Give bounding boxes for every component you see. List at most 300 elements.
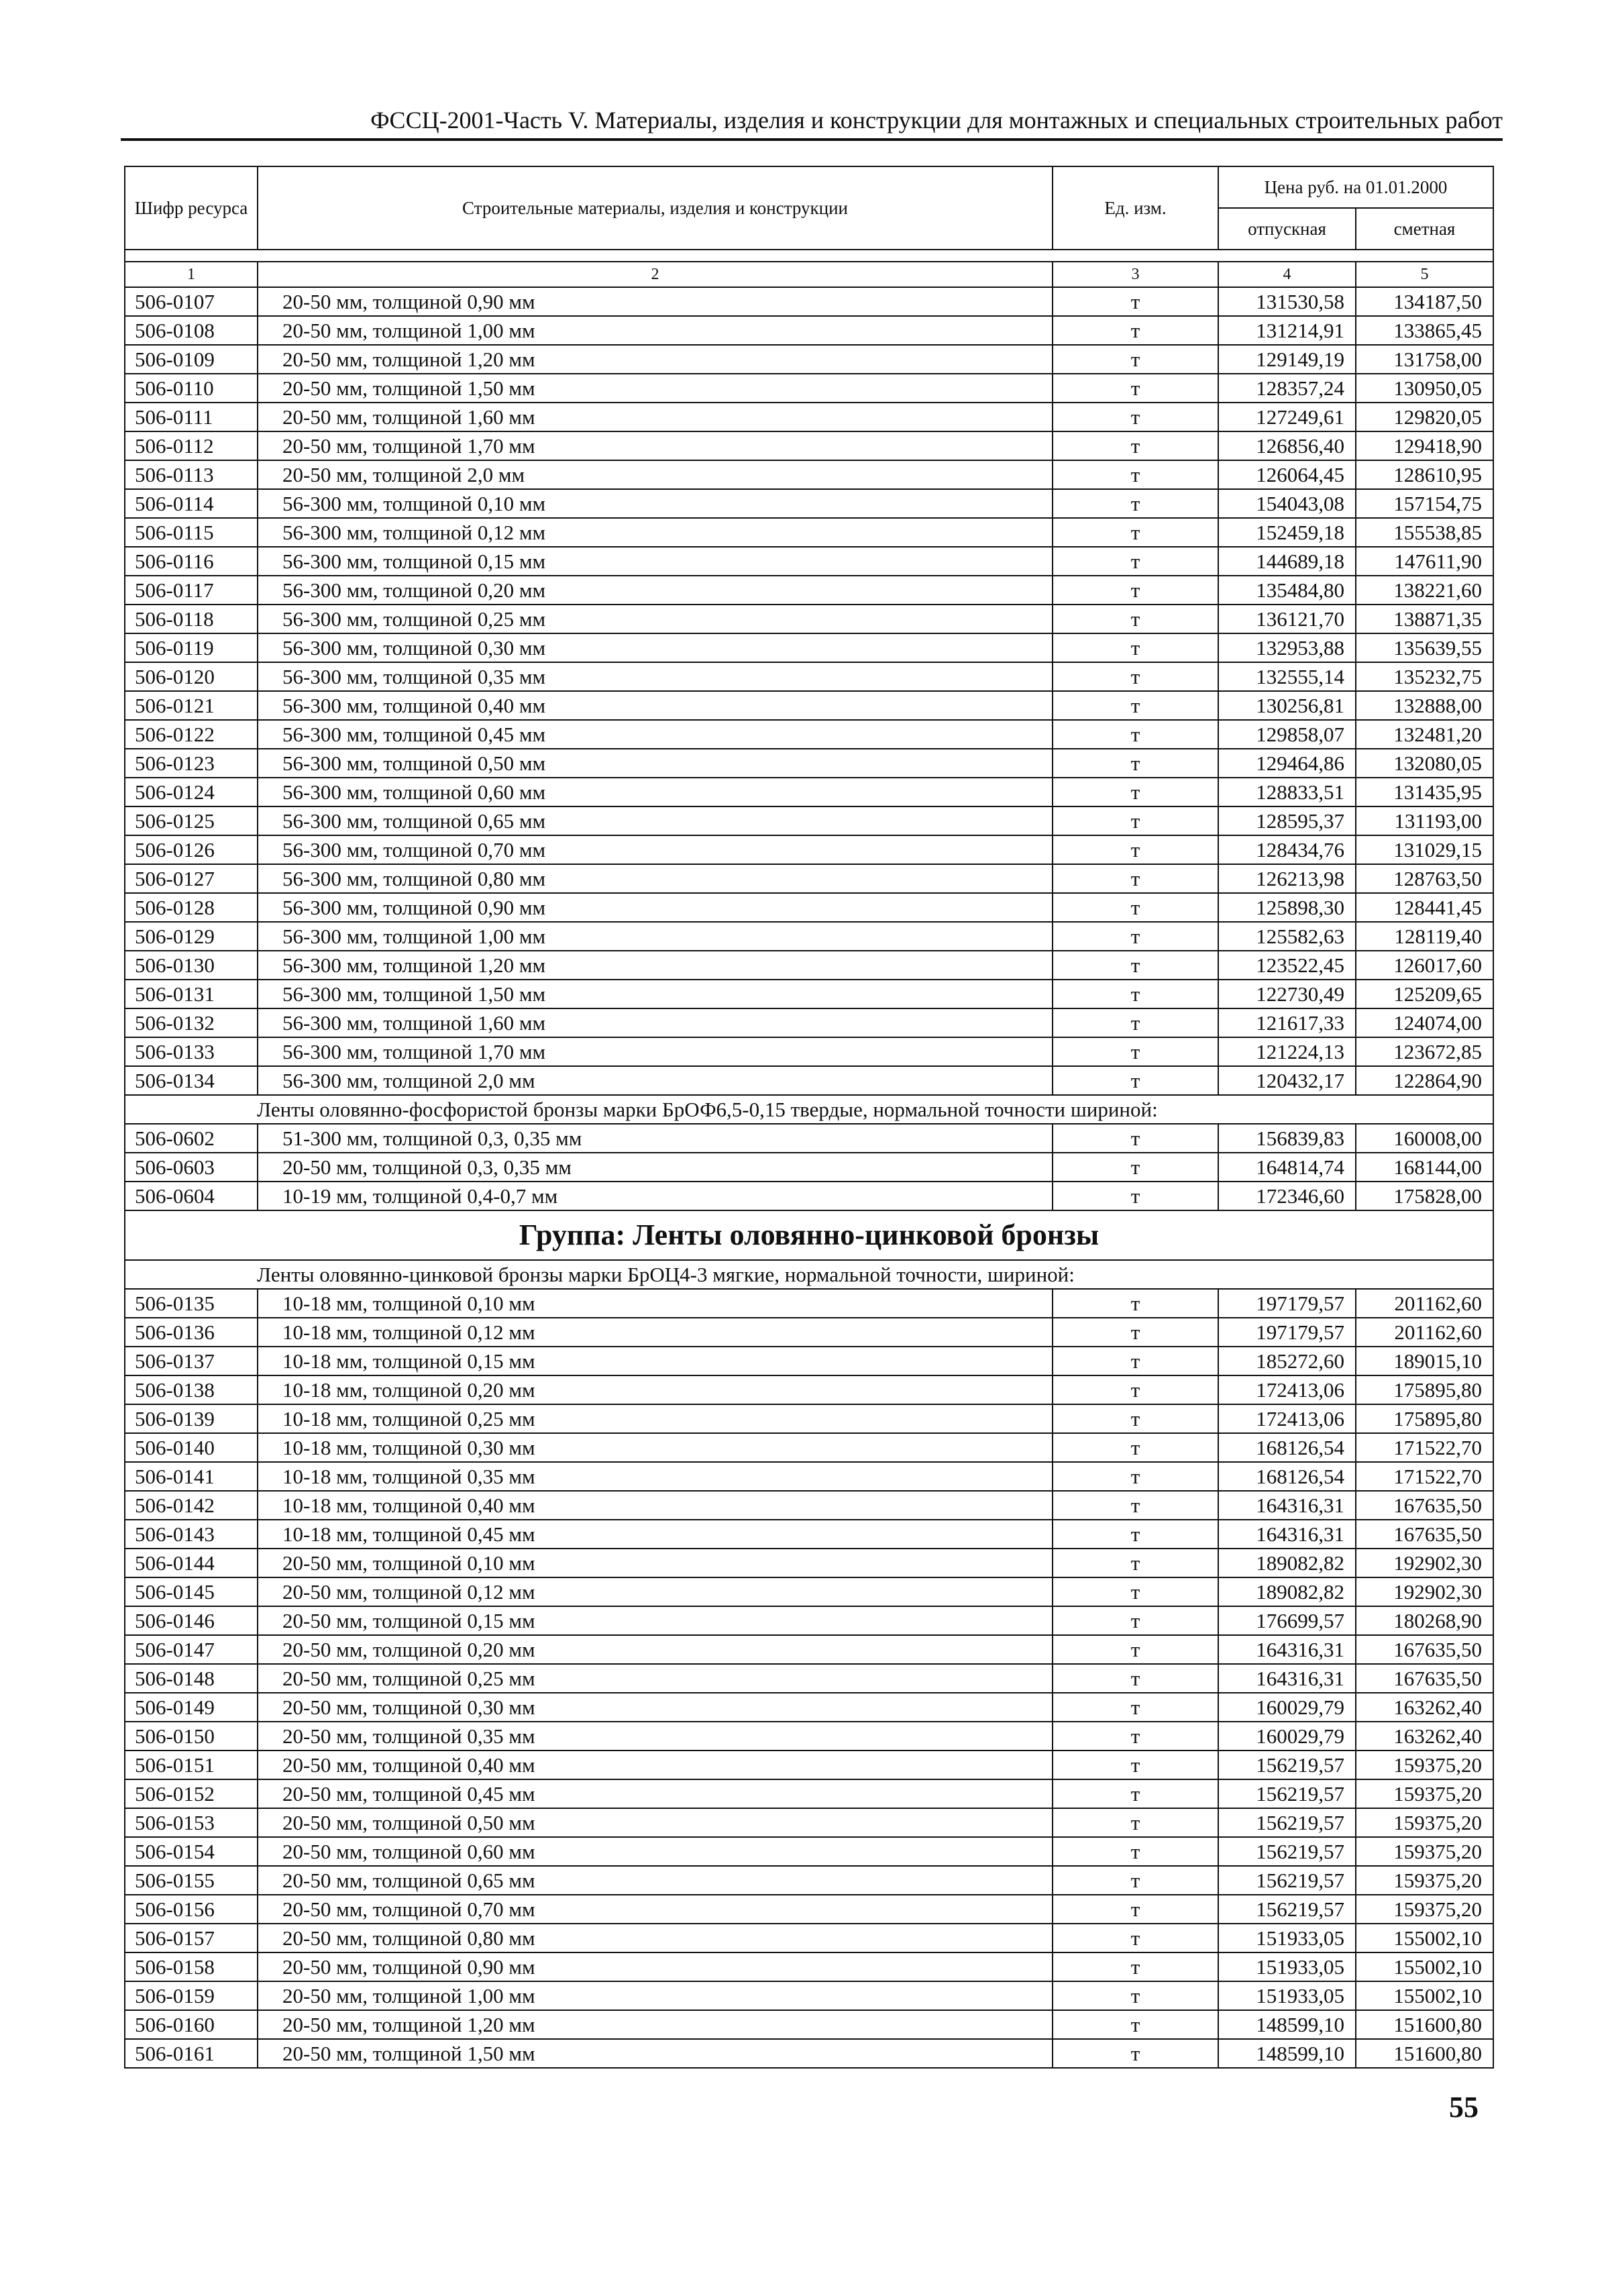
cell-code: 506-0129	[125, 922, 258, 951]
table-row	[125, 1375, 1493, 1404]
cell-code: 506-0117	[125, 576, 258, 605]
cell-unit: т	[1053, 605, 1218, 633]
cell-release-price: 131530,58	[1218, 287, 1356, 316]
cell-code: 506-0144	[125, 1549, 258, 1577]
cell-unit: т	[1053, 1837, 1218, 1866]
table-row	[125, 1635, 1493, 1664]
cell-name: 10-18 мм, толщиной 0,15 мм	[258, 1347, 1053, 1375]
cell-unit: т	[1053, 749, 1218, 778]
cell-unit: т	[1053, 1952, 1218, 1981]
cell-name: 10-18 мм, толщиной 0,35 мм	[258, 1462, 1053, 1491]
cell-estimate-price: 131029,15	[1356, 835, 1493, 864]
cell-name: 10-18 мм, толщиной 0,12 мм	[258, 1318, 1053, 1347]
table-row	[125, 980, 1493, 1008]
cell-estimate-price: 159375,20	[1356, 1866, 1493, 1895]
cell-unit: т	[1053, 1808, 1218, 1837]
cell-code: 506-0126	[125, 835, 258, 864]
cell-name: 20-50 мм, толщиной 0,80 мм	[258, 1924, 1053, 1952]
cell-name: 10-19 мм, толщиной 0,4-0,7 мм	[258, 1182, 1053, 1210]
column-number-2: 2	[258, 262, 1053, 287]
cell-estimate-price: 160008,00	[1356, 1124, 1493, 1153]
cell-release-price: 130256,81	[1218, 691, 1356, 720]
cell-unit: т	[1053, 1635, 1218, 1664]
cell-name: 56-300 мм, толщиной 0,30 мм	[258, 633, 1053, 662]
cell-unit: т	[1053, 1751, 1218, 1779]
cell-code: 506-0159	[125, 1981, 258, 2010]
cell-release-price: 126064,45	[1218, 460, 1356, 489]
cell-code: 506-0155	[125, 1866, 258, 1895]
cell-code: 506-0150	[125, 1722, 258, 1751]
cell-estimate-price: 151600,80	[1356, 2039, 1493, 2068]
table-row	[125, 1124, 1493, 1153]
cell-unit: т	[1053, 691, 1218, 720]
cell-unit: т	[1053, 2039, 1218, 2068]
cell-unit: т	[1053, 1153, 1218, 1182]
cell-code: 506-0140	[125, 1433, 258, 1462]
cell-unit: т	[1053, 893, 1218, 922]
cell-estimate-price: 138221,60	[1356, 576, 1493, 605]
cell-estimate-price: 151600,80	[1356, 2010, 1493, 2039]
cell-unit: т	[1053, 1722, 1218, 1751]
cell-unit: т	[1053, 1895, 1218, 1924]
table-row	[125, 1722, 1493, 1751]
cell-code: 506-0145	[125, 1577, 258, 1606]
cell-estimate-price: 192902,30	[1356, 1577, 1493, 1606]
cell-release-price: 189082,82	[1218, 1549, 1356, 1577]
cell-release-price: 129858,07	[1218, 720, 1356, 749]
table-row	[125, 1751, 1493, 1779]
cell-unit: т	[1053, 1549, 1218, 1577]
table-row	[125, 1549, 1493, 1577]
cell-name: 20-50 мм, толщиной 1,20 мм	[258, 345, 1053, 374]
table-row	[125, 1952, 1493, 1981]
cell-unit: т	[1053, 1433, 1218, 1462]
cell-estimate-price: 157154,75	[1356, 489, 1493, 518]
cell-unit: т	[1053, 633, 1218, 662]
cell-name: 10-18 мм, толщиной 0,20 мм	[258, 1375, 1053, 1404]
cell-unit: т	[1053, 287, 1218, 316]
cell-unit: т	[1053, 1924, 1218, 1952]
running-header: ФССЦ-2001-Часть V. Материалы, изделия и конструкции для монтажных и специальных строительных работ	[121, 106, 1503, 141]
cell-code: 506-0113	[125, 460, 258, 489]
cell-code: 506-0107	[125, 287, 258, 316]
cell-name: 20-50 мм, толщиной 0,30 мм	[258, 1693, 1053, 1722]
cell-release-price: 172413,06	[1218, 1404, 1356, 1433]
cell-code: 506-0151	[125, 1751, 258, 1779]
cell-name: 20-50 мм, толщиной 0,90 мм	[258, 287, 1053, 316]
table-row	[125, 662, 1493, 691]
cell-code: 506-0141	[125, 1462, 258, 1491]
cell-release-price: 131214,91	[1218, 316, 1356, 345]
cell-release-price: 168126,54	[1218, 1462, 1356, 1491]
cell-name: 56-300 мм, толщиной 0,12 мм	[258, 518, 1053, 547]
cell-code: 506-0127	[125, 864, 258, 893]
cell-estimate-price: 159375,20	[1356, 1779, 1493, 1808]
cell-estimate-price: 167635,50	[1356, 1664, 1493, 1693]
cell-unit: т	[1053, 806, 1218, 835]
cell-name: 20-50 мм, толщиной 0,25 мм	[258, 1664, 1053, 1693]
table-row	[125, 922, 1493, 951]
cell-release-price: 148599,10	[1218, 2010, 1356, 2039]
cell-release-price: 172346,60	[1218, 1182, 1356, 1210]
cell-code: 506-0132	[125, 1008, 258, 1037]
cell-unit: т	[1053, 403, 1218, 431]
cell-unit: т	[1053, 1606, 1218, 1635]
cell-estimate-price: 147611,90	[1356, 547, 1493, 576]
table-row	[125, 316, 1493, 345]
cell-unit: т	[1053, 576, 1218, 605]
cell-release-price: 132555,14	[1218, 662, 1356, 691]
cell-estimate-price: 123672,85	[1356, 1037, 1493, 1066]
cell-release-price: 164814,74	[1218, 1153, 1356, 1182]
cell-code: 506-0148	[125, 1664, 258, 1693]
cell-name: 56-300 мм, толщиной 0,70 мм	[258, 835, 1053, 864]
cell-unit: т	[1053, 1182, 1218, 1210]
cell-name: 56-300 мм, толщиной 0,15 мм	[258, 547, 1053, 576]
cell-estimate-price: 175895,80	[1356, 1375, 1493, 1404]
table-row	[125, 1347, 1493, 1375]
cell-unit: т	[1053, 720, 1218, 749]
cell-estimate-price: 201162,60	[1356, 1289, 1493, 1318]
cell-unit: т	[1053, 922, 1218, 951]
cell-name: 20-50 мм, толщиной 2,0 мм	[258, 460, 1053, 489]
cell-name: 20-50 мм, толщиной 1,00 мм	[258, 1981, 1053, 2010]
cell-name: 56-300 мм, толщиной 0,60 мм	[258, 778, 1053, 806]
table-row	[125, 1779, 1493, 1808]
table-row	[125, 1606, 1493, 1635]
table-row	[125, 374, 1493, 403]
cell-code: 506-0110	[125, 374, 258, 403]
cell-release-price: 156219,57	[1218, 1837, 1356, 1866]
cell-release-price: 197179,57	[1218, 1289, 1356, 1318]
cell-estimate-price: 133865,45	[1356, 316, 1493, 345]
cell-unit: т	[1053, 1375, 1218, 1404]
table-row	[125, 1318, 1493, 1347]
cell-name: 20-50 мм, толщиной 0,65 мм	[258, 1866, 1053, 1895]
cell-code: 506-0124	[125, 778, 258, 806]
cell-release-price: 164316,31	[1218, 1635, 1356, 1664]
cell-name: 20-50 мм, толщиной 0,40 мм	[258, 1751, 1053, 1779]
table-header	[125, 166, 1493, 287]
cell-estimate-price: 135639,55	[1356, 633, 1493, 662]
table-row	[125, 2010, 1493, 2039]
cell-estimate-price: 138871,35	[1356, 605, 1493, 633]
cell-name: 56-300 мм, толщиной 0,65 мм	[258, 806, 1053, 835]
cell-unit: т	[1053, 460, 1218, 489]
cell-release-price: 128595,37	[1218, 806, 1356, 835]
column-header-estimate-price: сметная	[1356, 208, 1493, 250]
cell-release-price: 151933,05	[1218, 1952, 1356, 1981]
cell-code: 506-0108	[125, 316, 258, 345]
cell-code: 506-0146	[125, 1606, 258, 1635]
column-header-unit: Ед. изм.	[1053, 166, 1218, 250]
cell-code: 506-0160	[125, 2010, 258, 2039]
cell-release-price: 156839,83	[1218, 1124, 1356, 1153]
cell-name: 20-50 мм, толщиной 1,20 мм	[258, 2010, 1053, 2039]
cell-name: 10-18 мм, толщиной 0,10 мм	[258, 1289, 1053, 1318]
cell-estimate-price: 132481,20	[1356, 720, 1493, 749]
table-row	[125, 1664, 1493, 1693]
cell-release-price: 132953,88	[1218, 633, 1356, 662]
group-row	[125, 1210, 1493, 1260]
cell-name: 56-300 мм, толщиной 0,25 мм	[258, 605, 1053, 633]
cell-name: 56-300 мм, толщиной 1,70 мм	[258, 1037, 1053, 1066]
cell-estimate-price: 128763,50	[1356, 864, 1493, 893]
cell-name: 56-300 мм, толщиной 1,00 мм	[258, 922, 1053, 951]
cell-unit: т	[1053, 518, 1218, 547]
cell-estimate-price: 155002,10	[1356, 1924, 1493, 1952]
cell-code: 506-0120	[125, 662, 258, 691]
cell-name: 20-50 мм, толщиной 1,70 мм	[258, 431, 1053, 460]
table-row	[125, 287, 1493, 316]
cell-name: 20-50 мм, толщиной 0,20 мм	[258, 1635, 1053, 1664]
table-row	[125, 691, 1493, 720]
table-row	[125, 547, 1493, 576]
cell-code: 506-0118	[125, 605, 258, 633]
cell-unit: т	[1053, 1664, 1218, 1693]
subheader-text: Ленты оловянно-цинковой бронзы марки БрОЦ4-3 мягкие, нормальной точности, шириной:	[125, 1260, 1493, 1289]
cell-code: 506-0158	[125, 1952, 258, 1981]
cell-estimate-price: 159375,20	[1356, 1895, 1493, 1924]
table-row	[125, 749, 1493, 778]
cell-code: 506-0154	[125, 1837, 258, 1866]
cell-name: 56-300 мм, толщиной 0,20 мм	[258, 576, 1053, 605]
cell-release-price: 144689,18	[1218, 547, 1356, 576]
cell-code: 506-0602	[125, 1124, 258, 1153]
cell-name: 20-50 мм, толщиной 1,00 мм	[258, 316, 1053, 345]
cell-estimate-price: 131193,00	[1356, 806, 1493, 835]
cell-estimate-price: 189015,10	[1356, 1347, 1493, 1375]
cell-code: 506-0152	[125, 1779, 258, 1808]
cell-code: 506-0122	[125, 720, 258, 749]
cell-estimate-price: 168144,00	[1356, 1153, 1493, 1182]
cell-unit: т	[1053, 835, 1218, 864]
cell-release-price: 128434,76	[1218, 835, 1356, 864]
cell-name: 56-300 мм, толщиной 1,20 мм	[258, 951, 1053, 980]
table-row	[125, 633, 1493, 662]
cell-unit: т	[1053, 1066, 1218, 1095]
cell-release-price: 168126,54	[1218, 1433, 1356, 1462]
subheader-text: Ленты оловянно-фосфористой бронзы марки БрОФ6,5-0,15 твердые, нормальной точности шириной:	[125, 1095, 1493, 1124]
table-row	[125, 1008, 1493, 1037]
cell-release-price: 164316,31	[1218, 1491, 1356, 1520]
column-header-name: Строительные материалы, изделия и конструкции	[258, 166, 1053, 250]
table-row	[125, 1520, 1493, 1549]
cell-estimate-price: 130950,05	[1356, 374, 1493, 403]
table-row	[125, 1066, 1493, 1095]
cell-release-price: 126213,98	[1218, 864, 1356, 893]
cell-estimate-price: 167635,50	[1356, 1520, 1493, 1549]
cell-estimate-price: 134187,50	[1356, 287, 1493, 316]
cell-release-price: 172413,06	[1218, 1375, 1356, 1404]
cell-estimate-price: 128441,45	[1356, 893, 1493, 922]
cell-release-price: 156219,57	[1218, 1751, 1356, 1779]
cell-unit: т	[1053, 1779, 1218, 1808]
cell-name: 20-50 мм, толщиной 0,35 мм	[258, 1722, 1053, 1751]
table-row	[125, 1182, 1493, 1210]
table-row	[125, 1577, 1493, 1606]
subheader-row	[125, 1095, 1493, 1124]
table-row	[125, 1153, 1493, 1182]
cell-code: 506-0136	[125, 1318, 258, 1347]
cell-unit: т	[1053, 1577, 1218, 1606]
table-row	[125, 1491, 1493, 1520]
cell-release-price: 151933,05	[1218, 1924, 1356, 1952]
cell-estimate-price: 163262,40	[1356, 1693, 1493, 1722]
cell-estimate-price: 171522,70	[1356, 1433, 1493, 1462]
cell-unit: т	[1053, 1318, 1218, 1347]
cell-code: 506-0138	[125, 1375, 258, 1404]
cell-unit: т	[1053, 1981, 1218, 2010]
cell-code: 506-0109	[125, 345, 258, 374]
cell-estimate-price: 125209,65	[1356, 980, 1493, 1008]
cell-name: 20-50 мм, толщиной 0,50 мм	[258, 1808, 1053, 1837]
cell-code: 506-0156	[125, 1895, 258, 1924]
cell-code: 506-0143	[125, 1520, 258, 1549]
price-table	[124, 166, 1494, 2069]
cell-release-price: 126856,40	[1218, 431, 1356, 460]
cell-name: 20-50 мм, толщиной 0,3, 0,35 мм	[258, 1153, 1053, 1182]
table-row	[125, 1404, 1493, 1433]
cell-estimate-price: 132888,00	[1356, 691, 1493, 720]
cell-code: 506-0131	[125, 980, 258, 1008]
cell-estimate-price: 132080,05	[1356, 749, 1493, 778]
table-row	[125, 431, 1493, 460]
cell-release-price: 120432,17	[1218, 1066, 1356, 1095]
cell-unit: т	[1053, 1491, 1218, 1520]
table-row	[125, 1037, 1493, 1066]
cell-name: 56-300 мм, толщиной 0,90 мм	[258, 893, 1053, 922]
cell-release-price: 154043,08	[1218, 489, 1356, 518]
cell-unit: т	[1053, 951, 1218, 980]
cell-release-price: 125582,63	[1218, 922, 1356, 951]
cell-release-price: 136121,70	[1218, 605, 1356, 633]
cell-name: 20-50 мм, толщиной 1,60 мм	[258, 403, 1053, 431]
cell-estimate-price: 167635,50	[1356, 1635, 1493, 1664]
cell-name: 20-50 мм, толщиной 0,10 мм	[258, 1549, 1053, 1577]
table-row	[125, 518, 1493, 547]
table-row	[125, 1837, 1493, 1866]
cell-release-price: 189082,82	[1218, 1577, 1356, 1606]
cell-name: 56-300 мм, толщиной 0,80 мм	[258, 864, 1053, 893]
table-row	[125, 605, 1493, 633]
cell-estimate-price: 171522,70	[1356, 1462, 1493, 1491]
cell-release-price: 176699,57	[1218, 1606, 1356, 1635]
cell-release-price: 164316,31	[1218, 1520, 1356, 1549]
group-title: Группа: Ленты оловянно-цинковой бронзы	[125, 1210, 1493, 1260]
cell-name: 10-18 мм, толщиной 0,25 мм	[258, 1404, 1053, 1433]
cell-unit: т	[1053, 1866, 1218, 1895]
cell-estimate-price: 159375,20	[1356, 1751, 1493, 1779]
page-number: 55	[1449, 2091, 1479, 2124]
cell-estimate-price: 128119,40	[1356, 922, 1493, 951]
column-number-1: 1	[125, 262, 258, 287]
cell-unit: т	[1053, 1037, 1218, 1066]
cell-code: 506-0161	[125, 2039, 258, 2068]
table-row	[125, 345, 1493, 374]
cell-estimate-price: 159375,20	[1356, 1837, 1493, 1866]
cell-release-price: 197179,57	[1218, 1318, 1356, 1347]
cell-unit: т	[1053, 547, 1218, 576]
table-row	[125, 403, 1493, 431]
cell-unit: т	[1053, 1008, 1218, 1037]
cell-release-price: 160029,79	[1218, 1722, 1356, 1751]
cell-release-price: 129149,19	[1218, 345, 1356, 374]
cell-release-price: 152459,18	[1218, 518, 1356, 547]
cell-release-price: 129464,86	[1218, 749, 1356, 778]
cell-unit: т	[1053, 662, 1218, 691]
cell-estimate-price: 155538,85	[1356, 518, 1493, 547]
cell-estimate-price: 201162,60	[1356, 1318, 1493, 1347]
cell-code: 506-0112	[125, 431, 258, 460]
cell-unit: т	[1053, 1347, 1218, 1375]
cell-name: 20-50 мм, толщиной 0,15 мм	[258, 1606, 1053, 1635]
cell-release-price: 151933,05	[1218, 1981, 1356, 2010]
cell-code: 506-0153	[125, 1808, 258, 1837]
cell-estimate-price: 122864,90	[1356, 1066, 1493, 1095]
table-row	[125, 1866, 1493, 1895]
table-row	[125, 489, 1493, 518]
cell-name: 56-300 мм, толщиной 0,40 мм	[258, 691, 1053, 720]
cell-release-price: 127249,61	[1218, 403, 1356, 431]
table-row	[125, 1289, 1493, 1318]
column-header-release-price: отпускная	[1218, 208, 1356, 250]
cell-unit: т	[1053, 316, 1218, 345]
table-row	[125, 1808, 1493, 1837]
table-row	[125, 1693, 1493, 1722]
table-row	[125, 864, 1493, 893]
cell-name: 20-50 мм, толщиной 0,90 мм	[258, 1952, 1053, 1981]
cell-unit: т	[1053, 778, 1218, 806]
cell-estimate-price: 175895,80	[1356, 1404, 1493, 1433]
cell-name: 20-50 мм, толщиной 0,45 мм	[258, 1779, 1053, 1808]
cell-release-price: 148599,10	[1218, 2039, 1356, 2068]
cell-name: 56-300 мм, толщиной 0,45 мм	[258, 720, 1053, 749]
table-row	[125, 1895, 1493, 1924]
cell-code: 506-0157	[125, 1924, 258, 1952]
cell-name: 56-300 мм, толщиной 0,50 мм	[258, 749, 1053, 778]
cell-release-price: 128357,24	[1218, 374, 1356, 403]
cell-release-price: 156219,57	[1218, 1808, 1356, 1837]
table-row	[125, 720, 1493, 749]
table-row	[125, 835, 1493, 864]
cell-release-price: 156219,57	[1218, 1866, 1356, 1895]
table-row	[125, 1433, 1493, 1462]
cell-name: 56-300 мм, толщиной 1,60 мм	[258, 1008, 1053, 1037]
table-row	[125, 576, 1493, 605]
cell-code: 506-0125	[125, 806, 258, 835]
cell-unit: т	[1053, 1520, 1218, 1549]
cell-code: 506-0137	[125, 1347, 258, 1375]
cell-code: 506-0116	[125, 547, 258, 576]
cell-code: 506-0134	[125, 1066, 258, 1095]
cell-estimate-price: 159375,20	[1356, 1808, 1493, 1837]
cell-code: 506-0149	[125, 1693, 258, 1722]
column-header-price-group: Цена руб. на 01.01.2000	[1218, 166, 1493, 208]
table-row	[125, 460, 1493, 489]
cell-release-price: 156219,57	[1218, 1779, 1356, 1808]
cell-estimate-price: 129418,90	[1356, 431, 1493, 460]
cell-unit: т	[1053, 2010, 1218, 2039]
cell-name: 20-50 мм, толщиной 1,50 мм	[258, 374, 1053, 403]
table-row	[125, 951, 1493, 980]
cell-code: 506-0121	[125, 691, 258, 720]
cell-name: 20-50 мм, толщиной 1,50 мм	[258, 2039, 1053, 2068]
cell-code: 506-0139	[125, 1404, 258, 1433]
cell-code: 506-0142	[125, 1491, 258, 1520]
cell-estimate-price: 129820,05	[1356, 403, 1493, 431]
cell-code: 506-0111	[125, 403, 258, 431]
